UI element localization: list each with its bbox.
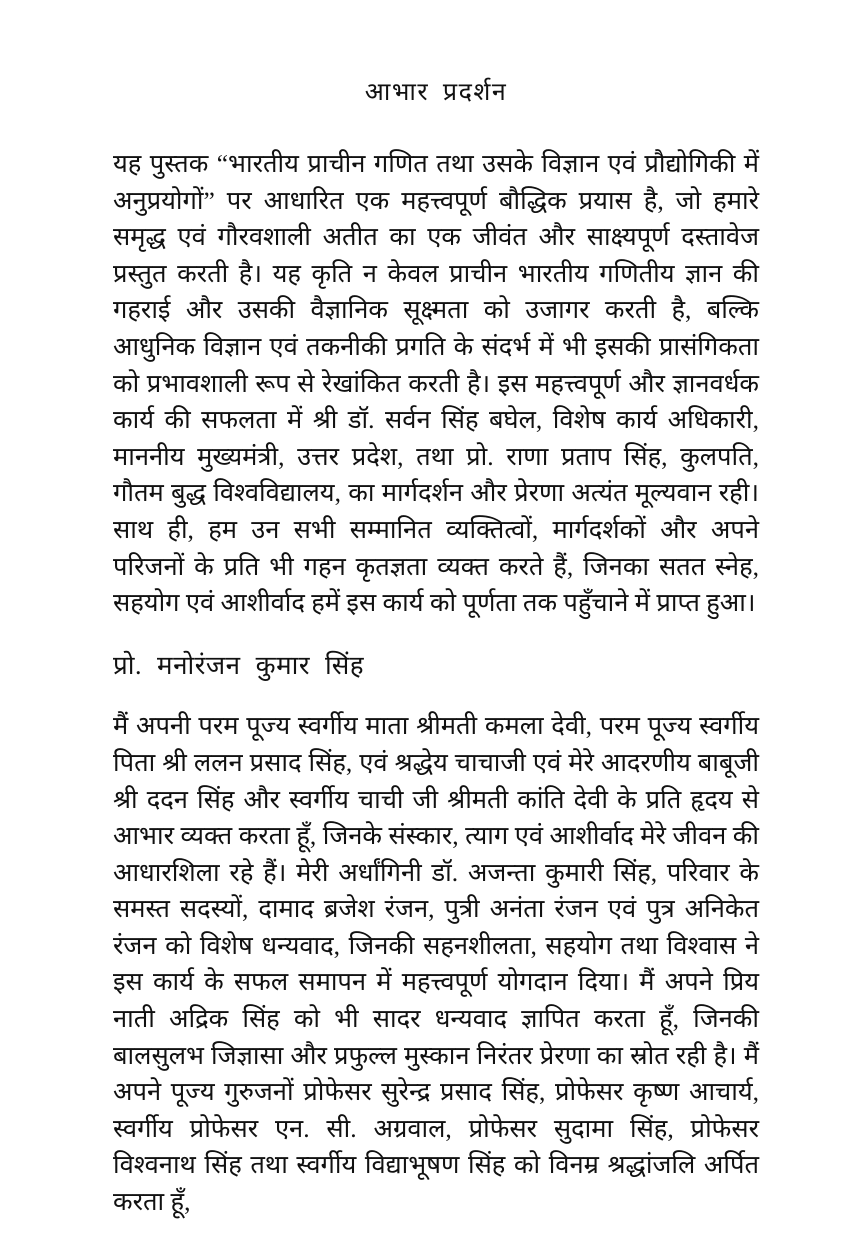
author-name-heading: प्रो. मनोरंजन कुमार सिंह	[113, 650, 365, 680]
acknowledgement-paragraph-1: यह पुस्तक “भारतीय प्राचीन गणित तथा उसके विज्ञान एवं प्रौद्योगिकी में अनुप्रयोगों” पर आधारित एक महत्त्वपूर्ण बौद्धिक प्रयास है, जो हमारे समृद्ध एवं गौरवशाली अतीत का एक जीवंत और साक्ष्यपूर्ण दस्तावेज प्रस्तुत करती है। यह कृति न केवल प्राचीन भारतीय गणितीय ज्ञान की गहराई और उसकी वैज्ञानिक सूक्ष्मता को उजागर करती है, बल्कि आधुनिक विज्ञान एवं तकनीकी प्रगति के संदर्भ में भी इसकी प्रासंगिकता को प्रभावशाली रूप से रेखांकित करती है। इस महत्त्वपूर्ण और ज्ञानवर्धक कार्य की सफलता में श्री डॉ. सर्वन सिंह बघेल, विशेष कार्य अधिकारी, माननीय मुख्यमंत्री, उत्तर प्रदेश, तथा प्रो. राणा प्रताप सिंह, कुलपति, गौतम बुद्ध विश्वविद्यालय, का मार्गदर्शन और प्रेरणा अत्यंत मूल्यवान रही। साथ ही, हम उन सभी सम्मानित व्यक्तित्वों, मार्गदर्शकों और अपने परिजनों के प्रति भी गहन कृतज्ञता व्यक्त करते हैं, जिनका सतत स्नेह, सहयोग एवं आशीर्वाद हमें इस कार्य को पूर्णता तक पहुँचाने में प्राप्त हुआ।	[113, 149, 759, 618]
acknowledgement-paragraph-2: मैं अपनी परम पूज्य स्वर्गीय माता श्रीमती कमला देवी, परम पूज्य स्वर्गीय पिता श्री ललन प्रसाद सिंह, एवं श्रद्धेय चाचाजी एवं मेरे आदरणीय बाबूजी श्री ददन सिंह और स्वर्गीय चाची जी श्रीमती कांति देवी के प्रति हृदय से आभार व्यक्त करता हूँ, जिनके संस्कार, त्याग एवं आशीर्वाद मेरे जीवन की आधारशिला रहे हैं। मेरी अर्धांगिनी डॉ. अजन्ता कुमारी सिंह, परिवार के समस्त सदस्यों, दामाद ब्रजेश रंजन, पुत्री अनंता रंजन एवं पुत्र अनिकेत रंजन को विशेष धन्यवाद, जिनकी सहनशीलता, सहयोग तथा विश्वास ने इस कार्य के सफल समापन में महत्त्वपूर्ण योगदान दिया। मैं अपने प्रिय नाती अद्रिक सिंह को भी सादर धन्यवाद ज्ञापित करता हूँ, जिनकी बालसुलभ जिज्ञासा और प्रफुल्ल मुस्कान निरंतर प्रेरणा का स्रोत रही है। मैं अपने पूज्य गुरुजनों प्रोफेसर सुरेन्द्र प्रसाद सिंह, प्रोफेसर कृष्ण आचार्य, स्वर्गीय प्रोफेसर एन. सी. अग्रवाल, प्रोफेसर सुदामा सिंह, प्रोफेसर विश्वनाथ सिंह तथा स्वर्गीय विद्याभूषण सिंह को विनम्र श्रद्धांजलि अर्पित करता हूँ,	[113, 711, 759, 1217]
page-content	[113, 0, 759, 1221]
page-title: आभार प्रदर्शन	[364, 79, 508, 106]
